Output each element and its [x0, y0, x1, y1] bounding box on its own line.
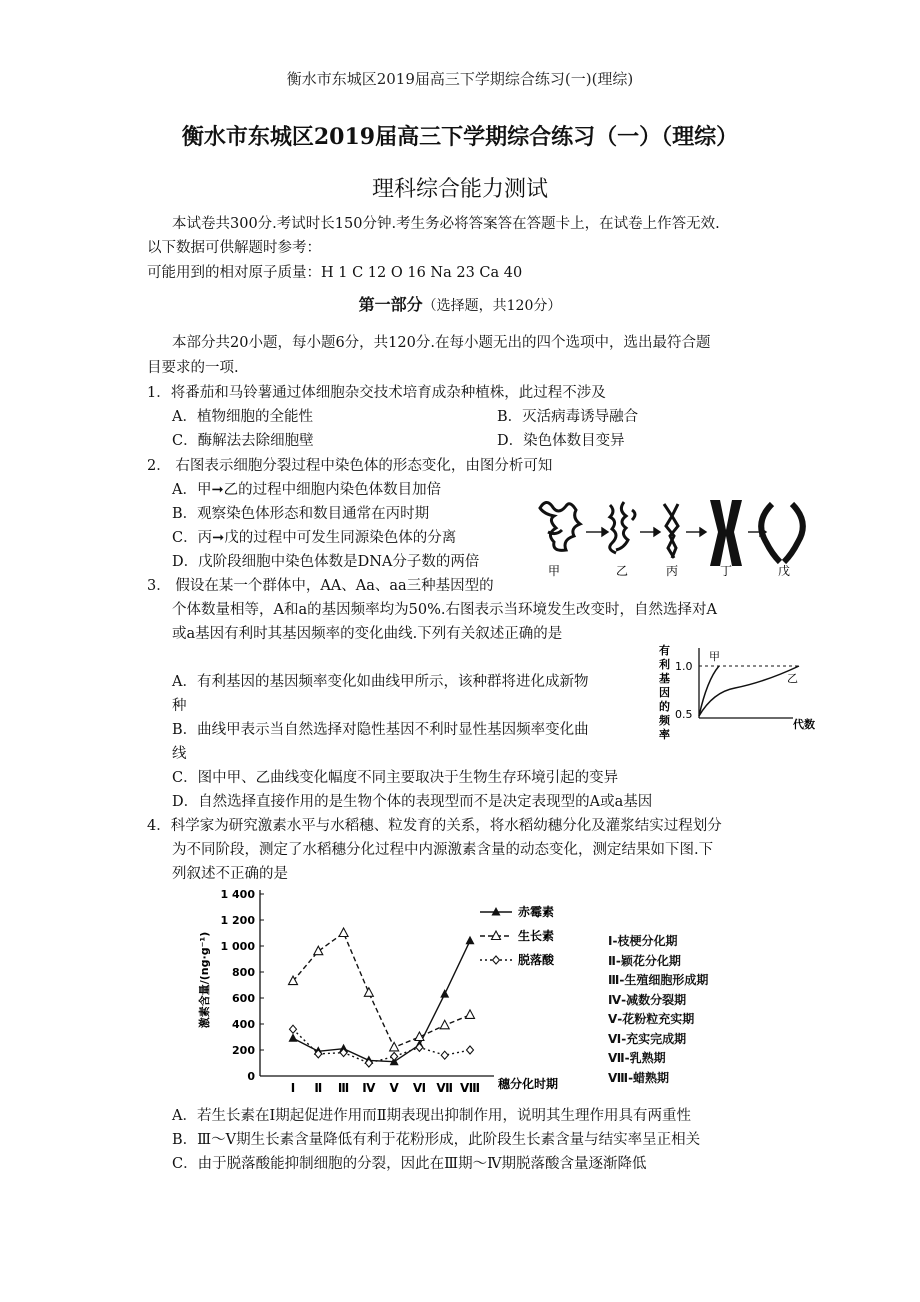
q1-option-c: C．酶解法去除细胞壁 — [172, 433, 314, 449]
q3-stem-2: 个体数量相等，A和a的基因频率均为50%.右图表示当环境发生改变时，自然选择对A — [172, 602, 717, 618]
q3-option-b-1: B．曲线甲表示当自然选择对隐性基因不利时显性基因频率变化曲 — [172, 722, 589, 738]
chart-xtick-label: Ⅳ — [362, 1081, 376, 1095]
chromosome-ding — [710, 500, 742, 566]
chart-point — [492, 931, 501, 940]
chart-point — [492, 907, 501, 916]
q1-stem: 1．将番茄和马铃薯通过体细胞杂交技术培育成杂种植株，此过程不涉及 — [147, 385, 606, 401]
chart-xtick-label: Ⅴ — [389, 1081, 399, 1095]
chart-point — [440, 1020, 449, 1029]
period-legend-item: Ⅷ-蜡熟期 — [608, 1070, 670, 1085]
period-legend-item: Ⅰ-枝梗分化期 — [608, 934, 678, 948]
chart-ytick-label: 800 — [232, 966, 255, 979]
chart-series-line — [293, 941, 470, 1062]
chart-xtick-label: Ⅱ — [314, 1081, 323, 1095]
chart-ytick-label: 1 400 — [220, 888, 255, 901]
q4-option-b: B．Ⅲ～Ⅴ期生长素含量降低有利于花粉形成，此阶段生长素含量与结实率呈正相关 — [172, 1132, 701, 1148]
q3-stem-3: 或a基因有利时其基因频率的变化曲线.下列有关叙述正确的是 — [172, 626, 563, 642]
q4-option-a: A．若生长素在Ⅰ期起促进作用而Ⅱ期表现出抑制作用，说明其生理作用具有两重性 — [172, 1108, 692, 1124]
chromosome-bing — [664, 504, 678, 558]
part-name: 第一部分 — [358, 295, 423, 314]
svg-text:率: 率 — [659, 728, 670, 741]
fig-label-wu: 戊 — [778, 564, 791, 578]
graph-ylabel — [658, 643, 671, 741]
part-intro-line-2: 目要求的一项. — [147, 360, 239, 376]
chart-point — [289, 1033, 298, 1042]
part-heading — [0, 292, 920, 315]
graph-ytick-1: 1.0 — [675, 660, 693, 673]
chart-point — [466, 1010, 475, 1019]
page-subtitle: 理科综合能力测试 — [371, 177, 548, 202]
curve-label-yi: 乙 — [787, 672, 798, 685]
chart-point — [314, 946, 323, 955]
svg-text:基: 基 — [659, 672, 670, 685]
chart-xtick-label: Ⅷ — [459, 1081, 481, 1095]
chart-ylabel: 激素含量/(ng·g⁻¹) — [198, 931, 211, 1029]
page-title: 衡水市东城区2019届高三下学期综合练习（一）（理综） — [181, 124, 739, 150]
fig-label-ding: 丁 — [720, 564, 733, 578]
period-legend — [608, 932, 708, 1088]
q3-option-c: C．图中甲、乙曲线变化幅度不同主要取决于生物生存环境引起的变异 — [172, 770, 619, 786]
svg-text:因: 因 — [659, 686, 670, 699]
chart-xtick-label: Ⅰ — [290, 1081, 296, 1095]
q1-option-b: B．灭活病毒诱导融合 — [497, 409, 639, 425]
q2-option-a: A．甲➞乙的过程中细胞内染色体数目加倍 — [172, 482, 442, 498]
q1-option-d: D．染色体数目变异 — [497, 433, 625, 449]
fig-label-yi: 乙 — [616, 564, 629, 578]
q2-stem: 2． 右图表示细胞分裂过程中染色体的形态变化，由图分析可知 — [147, 458, 553, 474]
q2-option-b: B．观察染色体形态和数目通常在丙时期 — [172, 506, 430, 522]
fig-label-bing: 丙 — [666, 564, 679, 578]
chart-xtick-label: Ⅶ — [436, 1081, 454, 1095]
q3-option-a-1: A．有利基因的基因频率变化如曲线甲所示，该种群将进化成新物 — [172, 674, 589, 690]
chart-ytick-label: 600 — [232, 992, 255, 1005]
chart-point — [440, 989, 449, 998]
svg-text:利: 利 — [659, 658, 670, 671]
chromosome-figure — [528, 490, 818, 585]
intro-line-3: 可能用到的相对原子质量：H 1 C 12 O 16 Na 23 Ca 40 — [147, 265, 523, 281]
chart-xlabel: 穗分化时期 — [498, 1077, 559, 1091]
q4-stem-1: 4．科学家为研究激素水平与水稻穗、粒发育的关系，将水稻幼穗分化及灌浆结实过程划分 — [147, 818, 722, 834]
q3-option-d: D．自然选择直接作用的是生物个体的表现型而不是决定表现型的A或a基因 — [172, 794, 653, 810]
q3-option-a-2: 种 — [172, 698, 187, 714]
chart-point — [467, 1046, 474, 1054]
period-legend-item: Ⅳ-减数分裂期 — [608, 992, 687, 1007]
chart-point — [390, 1042, 399, 1051]
chromosome-yi — [610, 502, 635, 553]
chart-legend-label: 赤霉素 — [518, 905, 555, 919]
fig-label-jia: 甲 — [548, 564, 561, 578]
period-legend-item: Ⅱ-颖花分化期 — [608, 953, 681, 968]
svg-text:有: 有 — [659, 644, 670, 657]
chart-point — [493, 956, 500, 964]
chromosome-jia — [540, 502, 580, 550]
svg-text:的: 的 — [659, 700, 670, 713]
period-legend-item: Ⅵ-充实完成期 — [608, 1031, 687, 1046]
period-legend-item: Ⅲ-生殖细胞形成期 — [608, 973, 709, 987]
q4-option-c: C．由于脱落酸能抑制细胞的分裂，因此在Ⅲ期～Ⅳ期脱落酸含量逐渐降低 — [172, 1156, 647, 1172]
page-header: 衡水市东城区2019届高三下学期综合练习(一)(理综) — [286, 70, 634, 88]
chart-point — [364, 988, 373, 997]
part-intro-line-1: 本部分共20小题，每小题6分，共120分.在每小题无出的四个选项中，选出最符合题 — [172, 335, 711, 351]
intro-line-2: 以下数据可供解题时参考： — [147, 240, 321, 256]
q1-option-a: A．植物细胞的全能性 — [172, 409, 313, 425]
q4-stem-3: 列叙述不正确的是 — [172, 866, 288, 882]
intro-line-1: 本试卷共300分.考试时长150分钟.考生务必将答案答在答题卡上，在试卷上作答无效. — [172, 216, 720, 232]
period-legend-item: Ⅶ-乳熟期 — [608, 1051, 666, 1065]
curve-jia — [699, 666, 719, 716]
chart-ytick-label: 200 — [232, 1044, 255, 1057]
chart-ytick-label: 0 — [247, 1070, 255, 1083]
chart-legend-label: 生长素 — [518, 929, 555, 943]
chart-ytick-label: 1 000 — [220, 940, 255, 953]
period-legend-item: Ⅴ-花粉粒充实期 — [608, 1012, 695, 1026]
chromosome-wu — [761, 504, 803, 562]
q3-option-b-2: 线 — [172, 746, 187, 762]
chart-ytick-label: 400 — [232, 1018, 255, 1031]
hormone-line-chart — [190, 880, 610, 1100]
chart-xtick-label: Ⅵ — [412, 1081, 427, 1095]
q2-option-c: C．丙➞戊的过程中可发生同源染色体的分离 — [172, 530, 457, 546]
svg-text:频: 频 — [659, 714, 670, 727]
chart-point — [290, 1025, 297, 1033]
curve-label-jia: 甲 — [709, 650, 720, 663]
chart-xtick-label: Ⅲ — [337, 1081, 350, 1095]
part-note: （选择题，共120分） — [422, 298, 562, 314]
chart-point — [339, 928, 348, 937]
chart-ytick-label: 1 200 — [220, 914, 255, 927]
q4-stem-2: 为不同阶段，测定了水稻穗分化过程中内源激素含量的动态变化，测定结果如下图.下 — [172, 842, 714, 858]
q2-option-d: D．戊阶段细胞中染色体数是DNA分子数的两倍 — [172, 554, 480, 570]
chart-legend-label: 脱落酸 — [518, 953, 555, 967]
graph-xlabel: 代数 — [793, 718, 815, 731]
gene-frequency-graph — [655, 640, 825, 752]
chart-point — [441, 1051, 448, 1059]
chart-point — [466, 936, 475, 945]
graph-ytick-05: 0.5 — [675, 708, 693, 721]
q3-stem-1: 3． 假设在某一个群体中，AA、Aa、aa三种基因型的 — [147, 578, 494, 594]
